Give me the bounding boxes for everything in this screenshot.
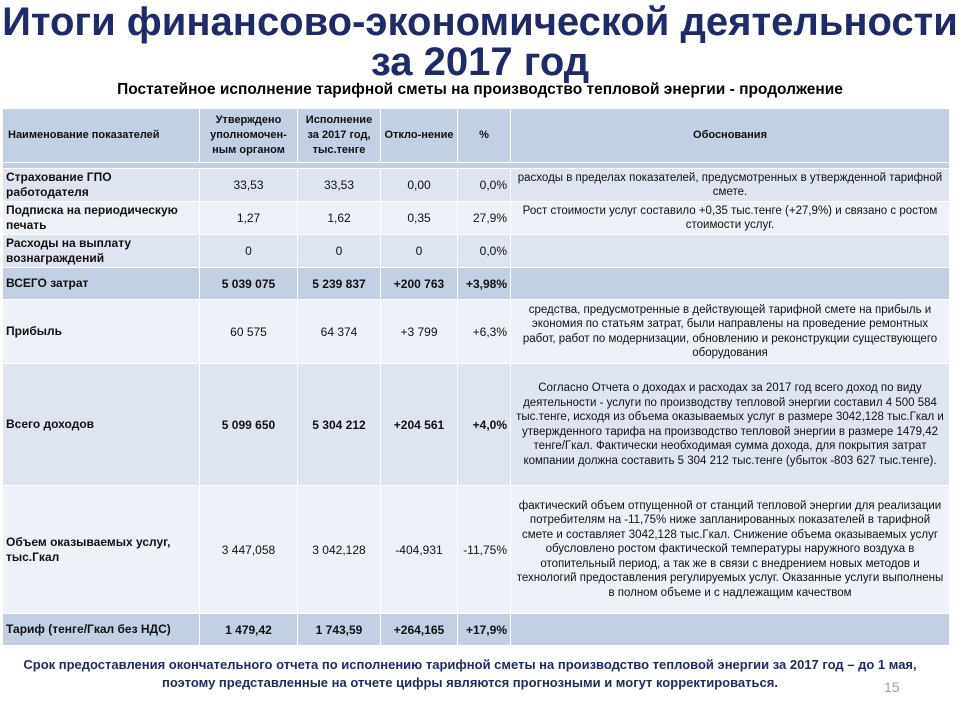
row-note (511, 268, 950, 300)
row-actual: 0 (298, 235, 381, 268)
table-row (3, 235, 950, 268)
header-justification: Обоснования (511, 109, 950, 163)
row-name: Прибыль (3, 300, 200, 364)
row-approved: 0 (200, 235, 298, 268)
header-name: Наименование показателей (3, 109, 200, 163)
row-percent: +17,9% (458, 614, 511, 646)
row-name: Расходы на выплату вознаграждений (3, 235, 200, 268)
table-row-total-costs (3, 268, 950, 300)
header-approved: Утверждено уполномочен-ным органом (200, 109, 298, 163)
row-name: Тариф (тенге/Гкал без НДС) (3, 614, 200, 646)
row-actual: 33,53 (298, 169, 381, 202)
row-percent: -11,75% (458, 486, 511, 614)
row-actual: 5 239 837 (298, 268, 381, 300)
row-note (511, 235, 950, 268)
row-note: расходы в пределах показателей, предусмотренных в утвержденной тарифной смете. (511, 169, 950, 202)
table-row (3, 169, 950, 202)
row-deviation: -404,931 (381, 486, 458, 614)
table-row (3, 300, 950, 364)
row-name: Объем оказываемых услуг, тыс.Гкал (3, 486, 200, 614)
header-actual: Исполнение за 2017 год, тыс.тенге (298, 109, 381, 163)
header-deviation: Откло-нение (381, 109, 458, 163)
row-percent: +6,3% (458, 300, 511, 364)
row-approved: 3 447,058 (200, 486, 298, 614)
footer-note: Срок предоставления окончательного отчета по исполнению тарифной сметы на производство тепловой энергии за 2017 год – до 1 мая, поэтому представленные на отчете цифры являются прогнозными и могут корректироваться. (23, 657, 917, 690)
row-percent: 27,9% (458, 202, 511, 235)
row-deviation: +264,165 (381, 614, 458, 646)
row-name: Подписка на периодическую печать (3, 202, 200, 235)
table-row (3, 202, 950, 235)
row-actual: 5 304 212 (298, 364, 381, 486)
row-note: Рост стоимости услуг составило +0,35 тыс.тенге (+27,9%) и связано с ростом стоимости услуг. (511, 202, 950, 235)
table-row-tariff (3, 614, 950, 646)
header-percent: % (458, 109, 511, 163)
row-approved: 33,53 (200, 169, 298, 202)
row-approved: 1,27 (200, 202, 298, 235)
row-approved: 5 039 075 (200, 268, 298, 300)
row-actual: 64 374 (298, 300, 381, 364)
row-approved: 60 575 (200, 300, 298, 364)
row-deviation: +3 799 (381, 300, 458, 364)
row-percent: 0,0% (458, 169, 511, 202)
page-subtitle: Постатейное исполнение тарифной сметы на производство тепловой энергии - продолжение (117, 81, 843, 98)
row-percent: +3,98% (458, 268, 511, 300)
tariff-execution-table (2, 108, 950, 646)
row-deviation: +200 763 (381, 268, 458, 300)
row-name: Страхование ГПО работодателя (3, 169, 200, 202)
row-approved: 5 099 650 (200, 364, 298, 486)
row-note: фактический объем отпущенной от станций тепловой энергии для реализации потребителям на -11,75% ниже запланированных показателей в тарифной смете и составляет 3042,128 тыс.Гкал. Снижение объема оказываемых услуг обусловлено ростом фактической температуры наружного воздуха в отопительный период, а так же в связи с внедрением новых методов и технологий предоставления регулируемых услуг. Оказанные услуги выполнены в полном объеме и с надлежащим качеством (511, 486, 950, 614)
row-name: ВСЕГО затрат (3, 268, 200, 300)
row-note: Согласно Отчета о доходах и расходах за 2017 год всего доход по виду деятельности - услуги по производству тепловой энергии составил 4 500 584 тыс.тенге, исходя из объема оказываемых услуг в размере 3042,128 тыс.Гкал и утвержденного тарифа на производство тепловой энергии в размере 1479,42 тенге/Гкал. Фактически необходимая сумма дохода, для покрытия затрат компании должна составить 5 304 212 тыс.тенге (убыток -803 627 тыс.тенге). (511, 364, 950, 486)
row-name: Всего доходов (3, 364, 200, 486)
row-deviation: 0,00 (381, 169, 458, 202)
page-number: 15 (884, 679, 900, 695)
page-title: Итоги финансово-экономической деятельности за 2017 год (2, 0, 958, 84)
row-approved: 1 479,42 (200, 614, 298, 646)
row-note (511, 614, 950, 646)
row-note: средства, предусмотренные в действующей тарифной смете на прибыль и экономия по статьям затрат, были направлены на проведение ремонтных работ, работ по модернизации, обновлению и реконструкции существующего оборудования (511, 300, 950, 364)
table-row (3, 486, 950, 614)
row-percent: +4,0% (458, 364, 511, 486)
table-row (3, 364, 950, 486)
row-actual: 1,62 (298, 202, 381, 235)
row-percent: 0,0% (458, 235, 511, 268)
row-actual: 1 743,59 (298, 614, 381, 646)
row-actual: 3 042,128 (298, 486, 381, 614)
row-deviation: +204 561 (381, 364, 458, 486)
row-deviation: 0,35 (381, 202, 458, 235)
row-deviation: 0 (381, 235, 458, 268)
table-header-row (3, 109, 950, 163)
